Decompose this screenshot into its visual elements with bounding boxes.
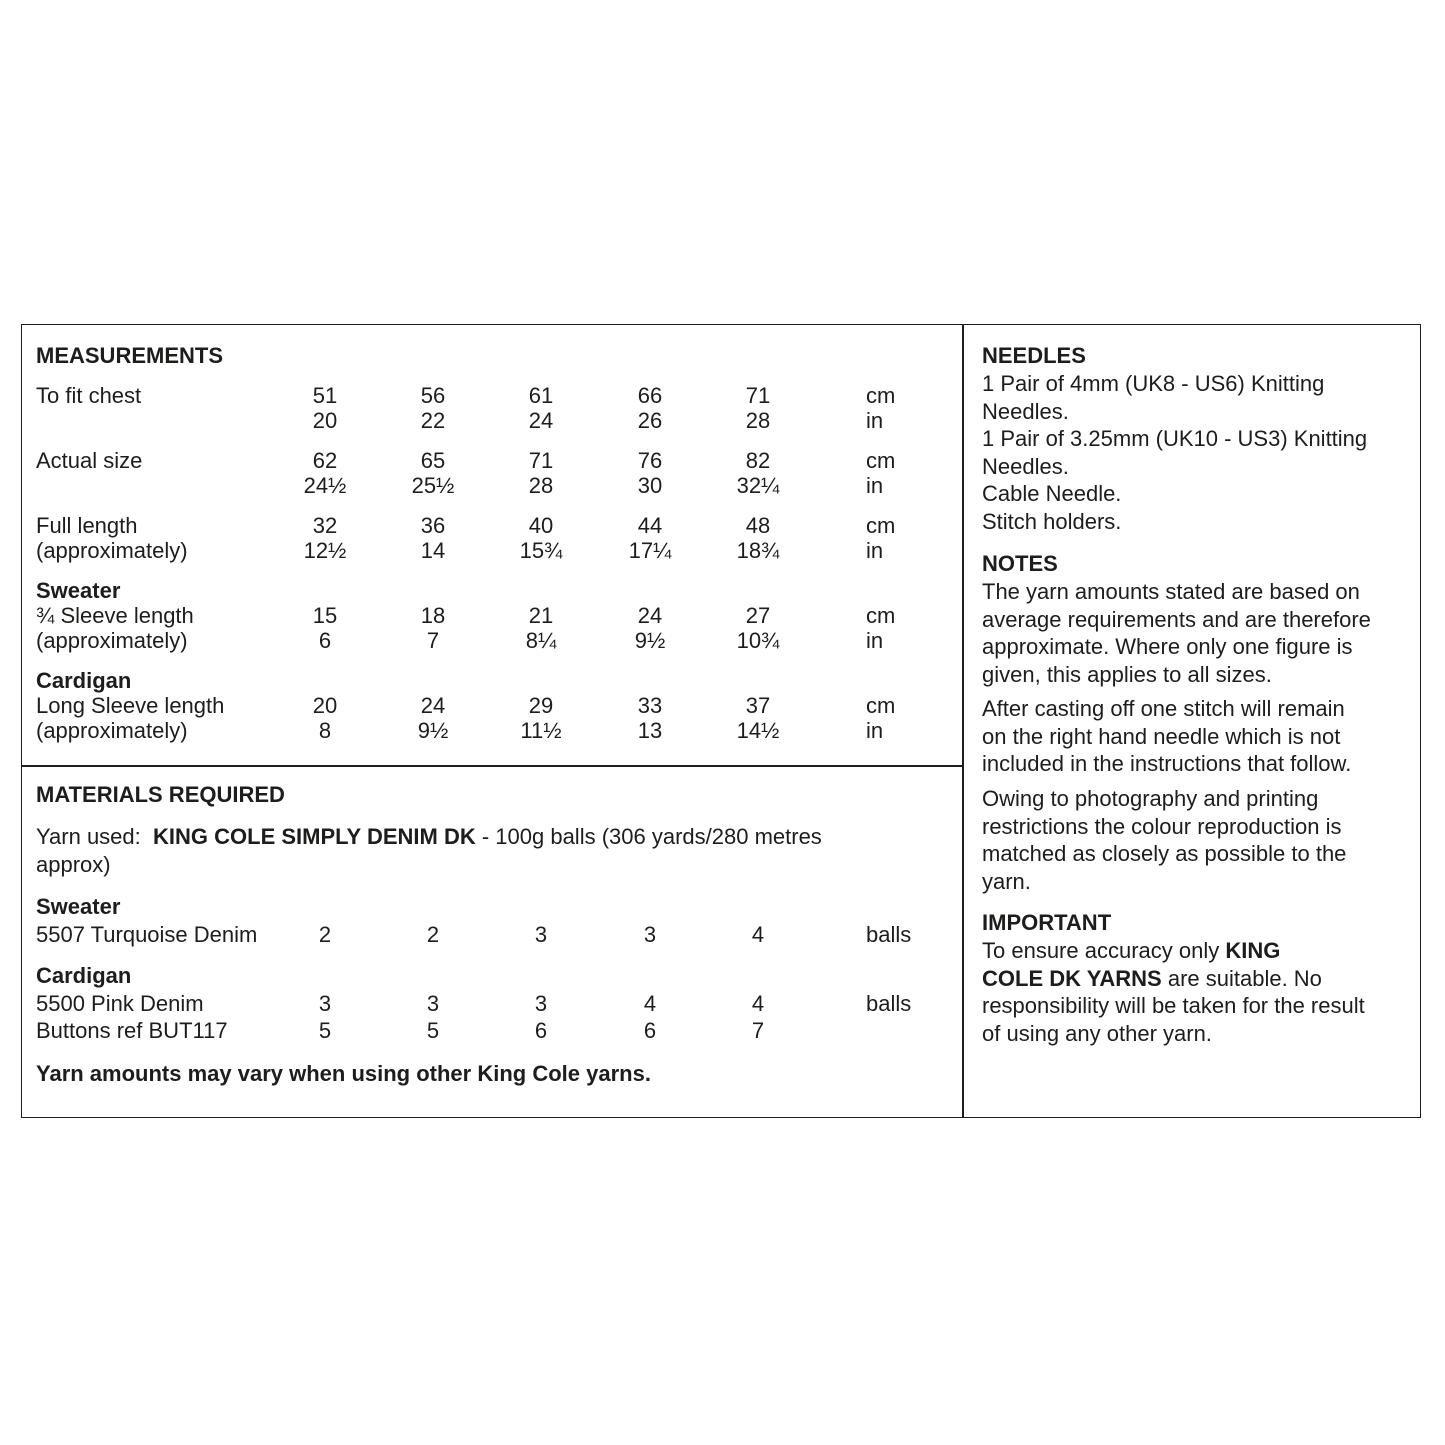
- important-l2-text: are suitable. No: [1161, 965, 1322, 991]
- important-heading: IMPORTANT: [982, 910, 1112, 935]
- actual-in-5: 32¼: [736, 473, 780, 498]
- yarn-used-label: Yarn used:: [36, 824, 141, 849]
- full-cm-5: 48: [745, 513, 771, 538]
- yarn-name: KING COLE SIMPLY DENIM DK: [153, 824, 476, 849]
- cardigan-sleeve-approx: (approximately): [36, 718, 188, 743]
- sweater-balls-2: 2: [426, 922, 440, 947]
- chest-label: To fit chest: [36, 383, 142, 408]
- notes-p1-line-4: given, this applies to all sizes.: [982, 661, 1272, 687]
- cardigan-balls-2: 3: [426, 991, 440, 1016]
- sweater-balls-5: 4: [751, 922, 765, 947]
- buttons-qty-4: 6: [643, 1018, 657, 1043]
- important-l1-bold: KING: [1225, 938, 1281, 963]
- important-line-3: responsibility will be taken for the result: [982, 993, 1365, 1018]
- full-unit-cm: cm: [866, 513, 896, 538]
- chest-in-1: 20: [312, 408, 338, 433]
- notes-p3-line-2: restrictions the colour reproduction is: [982, 813, 1342, 839]
- chest-in-3: 24: [528, 408, 554, 433]
- measurements-heading: MEASUREMENTS: [36, 343, 224, 368]
- section-divider: [22, 765, 963, 767]
- needles-line-3: 1 Pair of 3.25mm (UK10 - US3) Knitting: [982, 426, 1368, 451]
- cardigan-cm-4: 33: [637, 693, 663, 718]
- sweater-heading: Sweater: [36, 578, 121, 603]
- sweater-unit-cm: cm: [866, 603, 896, 628]
- chest-unit-cm: cm: [866, 383, 896, 408]
- full-label-approx: (approximately): [36, 538, 188, 563]
- sweater-in-2: 7: [426, 628, 440, 653]
- notes-p2-line-1: After casting off one stitch will remain: [982, 696, 1345, 721]
- column-divider: [962, 325, 964, 1117]
- full-cm-2: 36: [420, 513, 446, 538]
- notes-p1-line-1: The yarn amounts stated are based on: [982, 579, 1360, 604]
- full-in-4: 17¼: [628, 538, 672, 563]
- chest-cm-1: 51: [312, 383, 338, 408]
- needles-line-5: Cable Needle.: [982, 481, 1122, 506]
- chest-in-4: 26: [637, 408, 663, 433]
- sweater-in-4: 9½: [634, 628, 666, 653]
- notes-p1-line-3: approximate. Where only one figure is: [982, 634, 1353, 659]
- actual-in-1: 24½: [303, 473, 347, 498]
- actual-cm-4: 76: [637, 448, 663, 473]
- full-in-5: 18¾: [736, 538, 780, 563]
- notes-heading: NOTES: [982, 551, 1058, 576]
- actual-in-4: 30: [637, 473, 663, 498]
- notes-p3-line-1: Owing to photography and printing: [982, 786, 1319, 811]
- yarn-used-line: [36, 824, 822, 849]
- sweater-cm-5: 27: [745, 603, 771, 628]
- sweater-in-1: 6: [318, 628, 332, 653]
- full-cm-3: 40: [528, 513, 554, 538]
- full-label: Full length: [36, 513, 138, 538]
- chest-in-2: 22: [420, 408, 446, 433]
- sweater-cm-2: 18: [420, 603, 446, 628]
- actual-in-2: 25½: [411, 473, 455, 498]
- needles-line-6: Stitch holders.: [982, 508, 1122, 534]
- cardigan-in-1: 8: [318, 718, 332, 743]
- full-in-1: 12½: [303, 538, 347, 563]
- chest-cm-2: 56: [420, 383, 446, 408]
- cardigan-balls-3: 3: [534, 991, 548, 1016]
- important-line-4: of using any other yarn.: [982, 1020, 1212, 1046]
- needles-heading: NEEDLES: [982, 343, 1086, 368]
- cardigan-in-2: 9½: [417, 718, 449, 743]
- sweater-balls-4: 3: [643, 922, 657, 947]
- yarn-details: - 100g balls (306 yards/280 metres: [475, 824, 822, 849]
- sweater-yarn-item: 5507 Turquoise Denim: [36, 922, 258, 947]
- notes-p3-line-4: yarn.: [982, 868, 1031, 894]
- cardigan-unit-cm: cm: [866, 693, 896, 718]
- sweater-balls-1: 2: [318, 922, 332, 947]
- cardigan-balls-4: 4: [643, 991, 657, 1016]
- cardigan-balls-5: 4: [751, 991, 765, 1016]
- cardigan-heading: Cardigan: [36, 668, 132, 693]
- actual-in-3: 28: [528, 473, 554, 498]
- sweater-balls-unit: balls: [866, 922, 912, 947]
- sweater-cm-1: 15: [312, 603, 338, 628]
- cardigan-sleeve-label: Long Sleeve length: [36, 693, 225, 718]
- cardigan-unit-in: in: [866, 718, 884, 743]
- notes-p2-line-2: on the right hand needle which is not: [982, 723, 1341, 749]
- cardigan-cm-3: 29: [528, 693, 554, 718]
- actual-cm-2: 65: [420, 448, 446, 473]
- notes-p2-line-3: included in the instructions that follow.: [982, 751, 1352, 776]
- buttons-qty-2: 5: [426, 1018, 440, 1043]
- buttons-qty-1: 5: [318, 1018, 332, 1043]
- chest-cm-3: 61: [528, 383, 554, 408]
- actual-cm-3: 71: [528, 448, 554, 473]
- full-cm-1: 32: [312, 513, 338, 538]
- actual-label: Actual size: [36, 448, 143, 473]
- yarn-amount-note: Yarn amounts may vary when using other King Cole yarns.: [36, 1061, 651, 1086]
- sweater-sleeve-approx: (approximately): [36, 628, 188, 653]
- cardigan-cm-2: 24: [420, 693, 446, 718]
- cardigan-cm-5: 37: [745, 693, 771, 718]
- chest-cm-4: 66: [637, 383, 663, 408]
- important-line-1: [982, 937, 1280, 965]
- needles-line-2: Needles.: [982, 398, 1069, 424]
- full-in-2: 14: [420, 538, 446, 563]
- materials-sweater-heading: Sweater: [36, 894, 121, 919]
- sweater-balls-3: 3: [534, 922, 548, 947]
- sweater-sleeve-label: ¾ Sleeve length: [36, 603, 194, 628]
- needles-line-4: Needles.: [982, 453, 1069, 479]
- materials-cardigan-heading: Cardigan: [36, 963, 132, 988]
- cardigan-balls-unit: balls: [866, 991, 912, 1016]
- chest-cm-5: 71: [745, 383, 771, 408]
- needles-line-1: 1 Pair of 4mm (UK8 - US6) Knitting: [982, 371, 1325, 396]
- sweater-in-5: 10¾: [736, 628, 780, 653]
- chest-in-5: 28: [745, 408, 771, 433]
- cardigan-cm-1: 20: [312, 693, 338, 718]
- cardigan-balls-1: 3: [318, 991, 332, 1016]
- buttons-qty-3: 6: [534, 1018, 548, 1043]
- cardigan-in-3: 11½: [520, 718, 562, 743]
- buttons-item: Buttons ref BUT117: [36, 1018, 228, 1043]
- important-l2-bold: COLE DK YARNS: [982, 965, 1162, 991]
- buttons-qty-5: 7: [751, 1018, 765, 1043]
- cardigan-in-5: 14½: [736, 718, 780, 743]
- sweater-cm-3: 21: [528, 603, 554, 628]
- yarn-details-cont: approx): [36, 852, 111, 877]
- cardigan-in-4: 13: [637, 718, 663, 743]
- actual-cm-1: 62: [312, 448, 338, 473]
- important-line-2: [982, 965, 1322, 993]
- chest-unit-in: in: [866, 408, 884, 433]
- actual-unit-cm: cm: [866, 448, 896, 473]
- sweater-in-3: 8¼: [525, 628, 557, 653]
- notes-p3-line-3: matched as closely as possible to the: [982, 841, 1347, 866]
- full-cm-4: 44: [637, 513, 663, 538]
- full-in-3: 15¾: [519, 538, 563, 563]
- full-unit-in: in: [866, 538, 884, 563]
- cardigan-yarn-item: 5500 Pink Denim: [36, 991, 204, 1016]
- materials-heading: MATERIALS REQUIRED: [36, 782, 285, 807]
- sweater-cm-4: 24: [637, 603, 663, 628]
- sweater-unit-in: in: [866, 628, 884, 653]
- actual-cm-5: 82: [745, 448, 771, 473]
- notes-p1-line-2: average requirements and are therefore: [982, 606, 1371, 632]
- important-l1-text: To ensure accuracy only: [982, 938, 1226, 963]
- actual-unit-in: in: [866, 473, 884, 498]
